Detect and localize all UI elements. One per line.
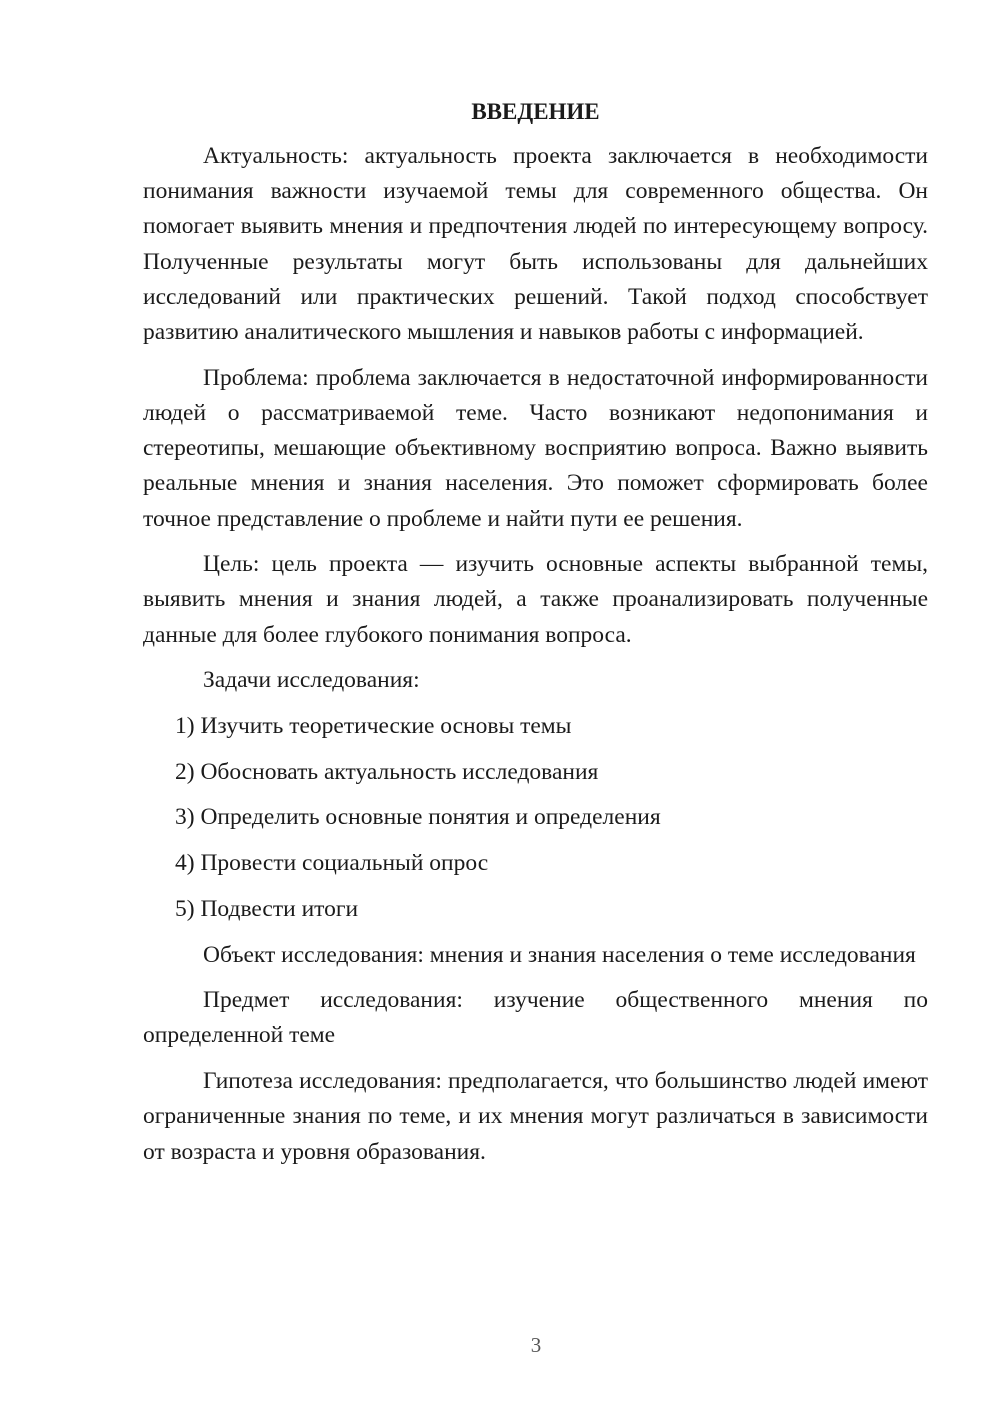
page-number: 3 (530, 1333, 542, 1357)
tasks-list (143, 709, 928, 927)
page-content (143, 95, 928, 1180)
paragraph-problem: Проблема: проблема заключается в недостаточной информированности людей о рассматриваемой теме. Часто возникают недопонимания и стереотипы, мешающие объективному восприятию вопроса. Важно выявить реальные мнения и знания населения. Это поможет сформировать более точное представление о проблеме и найти пути ее решения. (143, 364, 928, 532)
paragraph-hypothesis: Гипотеза исследования: предполагается, что большинство людей имеют ограниченные знания по теме, и их мнения могут различаться в зависимости от возраста и уровня образования. (143, 1068, 928, 1165)
task-item-1: 1) Изучить теоретические основы темы (175, 713, 572, 740)
tasks-title: Задачи исследования: (203, 667, 420, 694)
section-heading: ВВЕДЕНИЕ (471, 99, 600, 124)
paragraph-relevance: Актуальность: актуальность проекта заключается в необходимости понимания важности изучаемой темы для современного общества. Он помогает выявить мнения и предпочтения людей по интересующему вопросу. Полученные результаты могут быть использованы для дальнейших исследований или практических решений. Такой подход способствует развитию аналитического мышления и навыков работы с информацией. (143, 143, 928, 346)
task-item-5: 5) Подвести итоги (175, 895, 359, 922)
paragraph-goal: Цель: цель проекта — изучить основные аспекты выбранной темы, выявить мнения и знания людей, а также проанализировать полученные данные для более глубокого понимания вопроса. (143, 551, 928, 648)
paragraph-object: Объект исследования: мнения и знания населения о теме исследования (203, 941, 916, 968)
paragraph-subject: Предмет исследования: изучение общественного мнения по определенной теме (143, 987, 928, 1049)
task-item-2: 2) Обосновать актуальность исследования (175, 758, 599, 785)
task-item-3: 3) Определить основные понятия и определения (175, 804, 661, 831)
task-item-4: 4) Провести социальный опрос (175, 850, 489, 877)
